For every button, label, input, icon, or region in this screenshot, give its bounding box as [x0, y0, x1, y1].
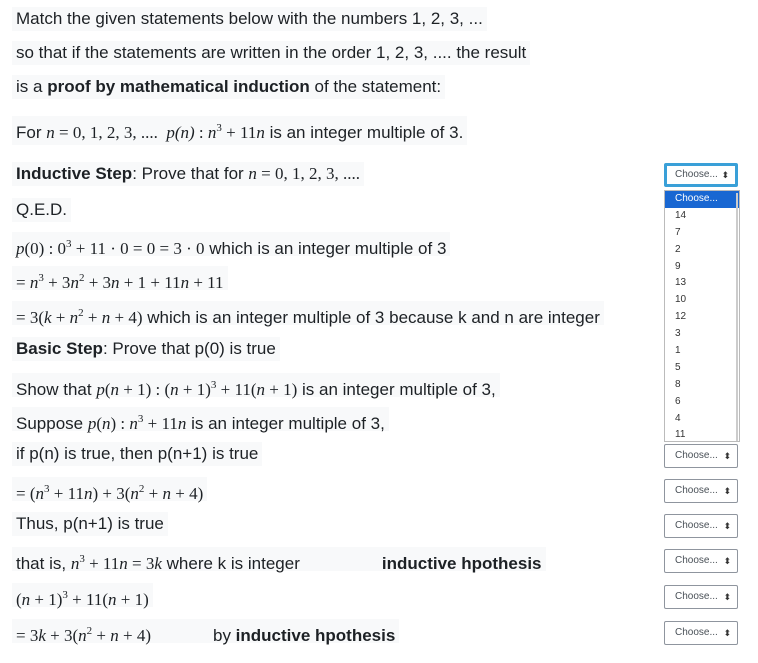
- dropdown-option[interactable]: 11: [675, 429, 686, 441]
- statement-row: = $(n^3 + 11n) + 3(n^2 + n + 4)$: [12, 477, 207, 501]
- sort-arrows-icon: ⬍: [721, 170, 729, 180]
- dropdown-option[interactable]: 3: [675, 328, 681, 340]
- statement-row: Basic Step: Prove that p(0) is true: [12, 337, 280, 361]
- answer-select[interactable]: Choose... ⬍: [664, 621, 738, 645]
- dropdown-option[interactable]: 8: [675, 378, 681, 390]
- dropdown-option[interactable]: 14: [675, 209, 687, 221]
- dropdown-option[interactable]: 5: [675, 361, 681, 373]
- statement-row: $(n + 1)^3 + 11(n + 1)$: [12, 583, 153, 607]
- answer-select[interactable]: Choose... ⬍: [664, 479, 738, 503]
- statement-row: = $3(k + n^2 + n + 4)$ which is an integer multiple of 3 because k and n are integer: [12, 301, 604, 325]
- answer-select[interactable]: Choose... ⬍: [664, 163, 738, 187]
- sort-arrows-icon: ⬍: [723, 592, 731, 602]
- answer-select[interactable]: Choose... ⬍: [664, 585, 738, 609]
- select-dropdown-list[interactable]: [664, 190, 740, 442]
- statement-row: that is, $n^3 + 11n = 3k$ where k is integer inductive hpothesis: [12, 547, 546, 571]
- dropdown-option[interactable]: 7: [675, 226, 681, 238]
- statement-row: = $3k + 3(n^2 + n + 4)$ by inductive hpothesis: [12, 619, 399, 643]
- statement-row: = $n^3 + 3n^2 + 3n + 1 + 11n + 11$: [12, 266, 228, 290]
- dropdown-scrollbar[interactable]: [736, 193, 738, 441]
- dropdown-option[interactable]: 1: [675, 345, 681, 357]
- sort-arrows-icon: ⬍: [723, 521, 731, 531]
- answer-select[interactable]: Choose... ⬍: [664, 514, 738, 538]
- statement-row: if p(n) is true, then p(n+1) is true: [12, 442, 262, 466]
- statement-to-prove: For n = 0, 1, 2, 3, .... p(n) : $n^3 + 11n$ is an integer multiple of 3.: [12, 116, 467, 145]
- instruction-line-2: so that if the statements are written in the order 1, 2, 3, .... the result: [12, 41, 530, 65]
- statement-row: Show that p(n + 1) : $(n + 1)^3 + 11(n + 1)$ is an integer multiple of 3,: [12, 373, 500, 397]
- instruction-line-3: is a proof by mathematical induction of the statement:: [12, 75, 445, 99]
- dropdown-option[interactable]: 6: [675, 395, 681, 407]
- dropdown-option[interactable]: Choose...: [665, 191, 739, 208]
- sort-arrows-icon: ⬍: [723, 486, 731, 496]
- instruction-line-1: Match the given statements below with the numbers 1, 2, 3, ...: [12, 7, 487, 31]
- statement-row: Inductive Step: Prove that for n = 0, 1, 2, 3, ....: [12, 162, 364, 186]
- sort-arrows-icon: ⬍: [723, 628, 731, 638]
- dropdown-option[interactable]: 13: [675, 277, 687, 289]
- dropdown-option[interactable]: 4: [675, 412, 681, 424]
- sort-arrows-icon: ⬍: [723, 556, 731, 566]
- statement-row: p(0) : $0^3 + 11 \cdot 0 = 0 = 3 \cdot 0$ which is an integer multiple of 3: [12, 232, 450, 256]
- answer-select[interactable]: Choose... ⬍: [664, 444, 738, 468]
- dropdown-option[interactable]: 10: [675, 294, 687, 306]
- statement-row: Thus, p(n+1) is true: [12, 512, 168, 536]
- statement-row: Suppose p(n) : $n^3 + 11n$ is an integer multiple of 3,: [12, 407, 389, 431]
- sort-arrows-icon: ⬍: [723, 451, 731, 461]
- answer-select[interactable]: Choose... ⬍: [664, 549, 738, 573]
- statement-row: Q.E.D.: [12, 198, 71, 222]
- dropdown-option[interactable]: 12: [675, 311, 687, 323]
- dropdown-option[interactable]: 9: [675, 260, 681, 272]
- dropdown-option[interactable]: 2: [675, 243, 681, 255]
